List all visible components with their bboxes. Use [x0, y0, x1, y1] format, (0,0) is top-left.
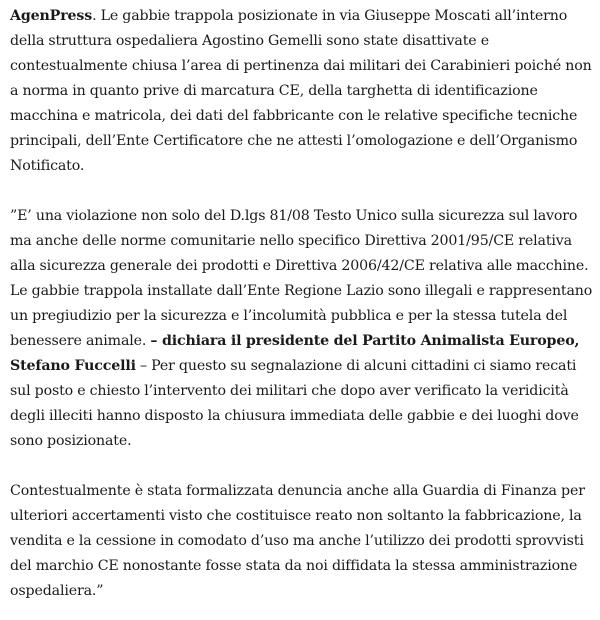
article-paragraph-quote: [10, 204, 600, 454]
quote-text-after: – Per questo su segnalazione di alcuni cittadini ci siamo recati sul posto e chiesto l’intervento dei militari che dopo aver verificato la veridicità degli illeciti hanno disposto la chiusura immediata delle gabbie e dei luoghi dove sono posizionate.: [10, 358, 579, 449]
article-paragraph-closing: [10, 479, 600, 604]
quote-attribution: – dichiara il presidente del Partito Animalista Europeo, Stefano Fuccelli: [10, 333, 580, 374]
paragraph-text: Contestualmente è stata formalizzata denuncia anche alla Guardia di Finanza per ulteriori accertamenti visto che costituisce reato non soltanto la fabbricazione, la vendita e la cessione in comodato d’uso ma anche l’utilizzo dei prodotti sprovvisti del marchio CE nonostante fosse stata da noi diffidata la stessa amministrazione ospedaliera.”: [10, 483, 585, 599]
paragraph-text: . Le gabbie trappola posizionate in via Giuseppe Moscati all’interno della struttura ospedaliera Agostino Gemelli sono state disattivate e contestualmente chiusa l’area di pertinenza dai militari dei Carabinieri poiché non a norma in quanto prive di marcatura CE, della targhetta di identificazione macchina e matricola, dei dati del fabbricante con le relative specifiche tecniche principali, dell’Ente Certificatore che ne attesti l’omologazione e dell’Organismo Notificato.: [10, 8, 592, 174]
article-paragraph-intro: [10, 4, 600, 179]
quote-text-before: ”E’ una violazione non solo del D.lgs 81/08 Testo Unico sulla sicurezza sul lavoro ma anche delle norme comunitarie nello specifico Direttiva 2001/95/CE relativa alla sicurezza generale dei prodotti e Direttiva 2006/42/CE relativa alle macchine. Le gabbie trappola installate dall’Ente Regione Lazio sono illegali e rappresentano un pregiudizio per la sicurezza e l’incolumità pubblica e per la stessa tutela del benessere animale.: [10, 208, 593, 349]
news-source: AgenPress: [10, 8, 93, 24]
